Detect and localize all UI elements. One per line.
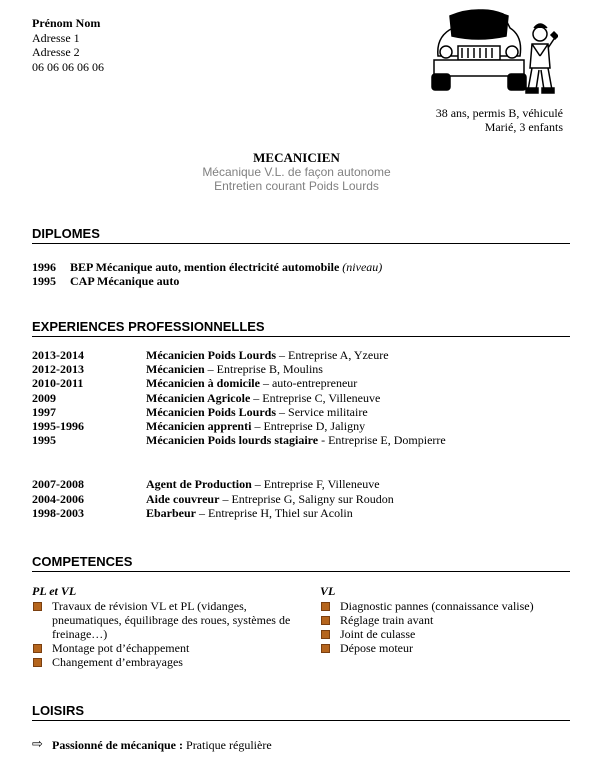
experience-role: Mécanicien à domicile [146, 376, 260, 391]
age-license: 38 ans, permis B, véhiculé [435, 106, 563, 120]
experience-detail: – Entreprise H, Thiel sur Acolin [196, 505, 353, 520]
square-bullet-icon [33, 644, 42, 653]
diploma-text: CAP Mécanique auto [70, 274, 180, 288]
experience-years: 1995 [32, 433, 56, 448]
experience-row [32, 506, 570, 520]
experience-role: Mécanicien apprenti [146, 419, 252, 434]
experience-role: Mécanicien Poids Lourds [146, 404, 277, 419]
skill-item [32, 655, 292, 669]
experience-row [32, 405, 570, 419]
experience-years: 1998-2003 [32, 505, 84, 520]
experience-row [32, 419, 570, 433]
section-heading: EXPERIENCES PROFESSIONNELLES [32, 319, 570, 337]
experience-detail: – Entreprise C, Villeneuve [250, 390, 381, 405]
experience-role: Mécanicien Poids lourds stagiaire [146, 433, 319, 448]
diploma-text: BEP Mécanique auto, mention électricité automobile [70, 260, 340, 274]
job-title: MECANICIEN [253, 150, 340, 165]
candidate-name: Prénom Nom [32, 16, 101, 30]
square-bullet-icon [321, 630, 330, 639]
experience-row [32, 376, 570, 390]
experience-detail: – Service militaire [276, 404, 368, 419]
experience-group-other [32, 477, 570, 520]
skill-item [320, 641, 570, 655]
experience-detail: – Entreprise F, Villeneuve [251, 477, 380, 492]
skills-column-pl-vl [32, 584, 292, 669]
experience-row [32, 391, 570, 405]
skill-item [32, 641, 292, 655]
experience-section [32, 319, 570, 520]
experience-role: Ebarbeur [146, 505, 197, 520]
title-block [0, 150, 593, 193]
experience-row [32, 477, 570, 491]
diploma-year: 1995 [32, 274, 56, 288]
experience-role: Mécanicien [146, 362, 205, 377]
skill-item [32, 599, 292, 641]
address-line-1: Adresse 1 [32, 30, 80, 45]
square-bullet-icon [321, 602, 330, 611]
address-line-2: Adresse 2 [32, 45, 80, 59]
skill-item [320, 627, 570, 641]
experience-detail: – Entreprise A, Yzeure [276, 348, 389, 362]
experience-detail: – auto-entrepreneur [259, 376, 358, 391]
leisure-text: Pratique régulière [183, 738, 272, 752]
experience-detail: – Entreprise B, Moulins [204, 362, 323, 377]
skill-text: Montage pot d’échappement [52, 641, 190, 655]
experience-years: 1997 [32, 404, 56, 419]
skill-item [320, 613, 570, 627]
square-bullet-icon [321, 644, 330, 653]
diploma-row [32, 274, 570, 288]
section-heading: LOISIRS [32, 703, 570, 721]
experience-detail: – Entreprise G, Saligny sur Roudon [219, 491, 394, 506]
skill-text: Travaux de révision VL et PL (vidanges, pneumatiques, équilibrage des roues, systèmes de freinage…) [52, 599, 291, 641]
experience-role: Agent de Production [146, 477, 252, 492]
skill-text: Joint de culasse [340, 627, 416, 641]
experience-years: 2009 [32, 390, 56, 405]
experience-row [32, 348, 570, 362]
experience-row [32, 362, 570, 376]
arrow-right-icon: ⇨ [32, 736, 43, 751]
skills-column-title: VL [320, 584, 336, 598]
square-bullet-icon [33, 658, 42, 667]
section-heading: COMPETENCES [32, 554, 570, 572]
skills-section [32, 554, 570, 684]
experience-years: 2013-2014 [32, 348, 84, 362]
phone-number: 06 06 06 06 06 [32, 59, 104, 74]
experience-role: Mécanicien Agricole [146, 390, 251, 405]
section-heading: DIPLOMES [32, 226, 570, 244]
square-bullet-icon [321, 616, 330, 625]
experience-role: Aide couvreur [146, 491, 220, 506]
diploma-row [32, 260, 570, 274]
skill-text: Diagnostic pannes (connaissance valise) [340, 599, 534, 613]
skill-text: Changement d’embrayages [52, 655, 183, 669]
diplomas-section [32, 226, 570, 288]
subtitle-2: Entretien courant Poids Lourds [214, 179, 379, 193]
subtitle-1: Mécanique V.L. de façon autonome [202, 165, 391, 179]
skill-text: Réglage train avant [340, 613, 434, 627]
personal-info [436, 106, 563, 134]
diploma-year: 1996 [32, 260, 56, 274]
leisure-label: Passionné de mécanique : [52, 738, 184, 752]
experience-years: 2007-2008 [32, 477, 84, 492]
experience-row [32, 492, 570, 506]
family-status: Marié, 3 enfants [484, 120, 563, 134]
experience-row [32, 433, 570, 447]
leisure-item [32, 738, 570, 752]
experience-detail: – Entreprise D, Jaligny [251, 419, 366, 434]
experience-years: 2004-2006 [32, 491, 84, 506]
skill-text: Dépose moteur [340, 641, 413, 655]
skills-column-vl [320, 584, 570, 655]
skills-column-title: PL et VL [32, 584, 77, 598]
experience-years: 2010-2011 [32, 376, 84, 391]
leisure-section [32, 703, 570, 752]
diploma-note: (niveau) [342, 260, 383, 274]
experience-role: Mécanicien Poids Lourds [146, 348, 277, 362]
experience-years: 1995-1996 [32, 419, 84, 434]
contact-block [32, 16, 104, 74]
square-bullet-icon [33, 602, 42, 611]
skill-item [320, 599, 570, 613]
experience-years: 2012-2013 [32, 362, 84, 377]
mechanic-car-icon [428, 6, 558, 96]
experience-group-mechanic [32, 348, 570, 447]
experience-detail: - Entreprise E, Dompierre [318, 433, 446, 448]
